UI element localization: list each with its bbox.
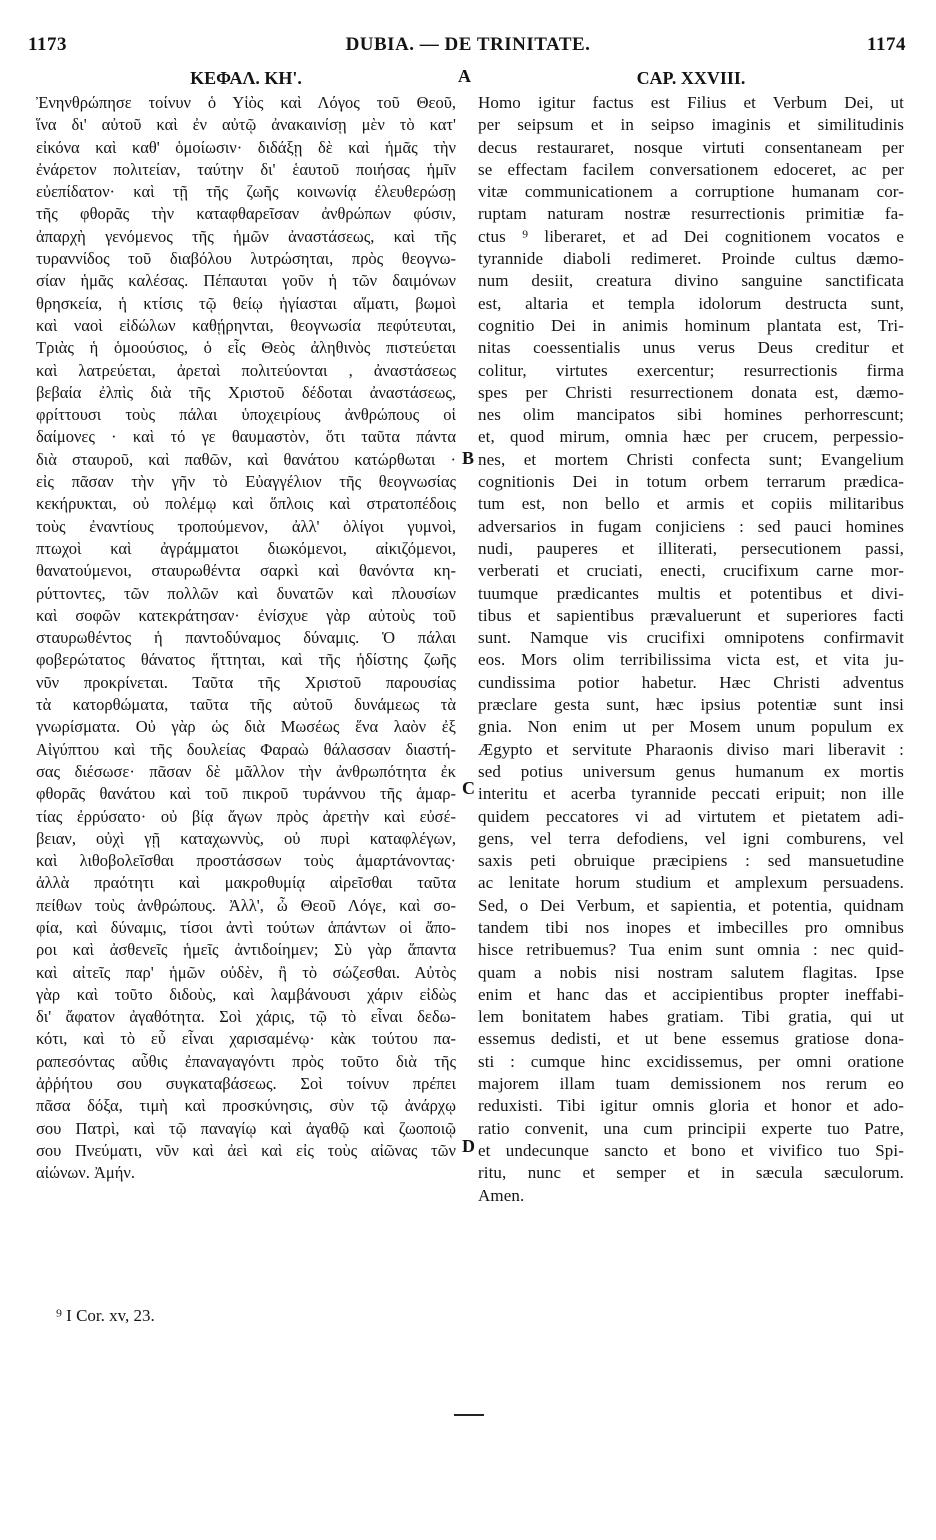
latin-line: Sed, o Dei Verbum, et sapientia, et potentia, quidnam bbox=[478, 895, 904, 915]
latin-line: adversarios in fugam conjiciens : sed pauci homines bbox=[478, 516, 904, 536]
greek-line: πᾶσα δόξα, τιμὴ καὶ προσκύνησις, σὺν τῷ ἀνάρχῳ bbox=[36, 1096, 456, 1116]
latin-column bbox=[478, 64, 904, 1207]
greek-line: ραπεσόντας αὖθις ἐπαναγαγόντι πρὸς τοῦτο διὰ τῆς bbox=[36, 1051, 456, 1071]
greek-line: σταυρωθέντος ἡ παντοδύναμος δύναμις. Ὁ πάλαι bbox=[36, 628, 456, 648]
greek-line: δαίμονες · καὶ τό γε θαυμαστὸν, ὅτι ταῦτα πάντα bbox=[36, 427, 456, 447]
latin-line: sti : cumque hinc excidissemus, per omni oratione bbox=[478, 1051, 904, 1071]
latin-line: lem bonitatem habes gratiam. Tibi gratia, qui ut bbox=[478, 1007, 904, 1027]
greek-line: φρίττουσι τοὺς πάλαι ὑποχειρίους ἀνθρώπους οἱ bbox=[36, 405, 456, 425]
greek-line: φία, καὶ δύναμις, τίσοι ἀντὶ τούτων ἁπάντων οἱ ἄπο- bbox=[36, 917, 456, 937]
latin-line: tum est, non bello et armis et copiis militaribus bbox=[478, 494, 904, 514]
greek-text bbox=[36, 92, 456, 1185]
greek-line: κότι, καὶ τὸ εὖ εἶναι χαρισαμένῳ· κὰκ τούτου πα- bbox=[36, 1029, 456, 1049]
latin-line: eos. Mors olim terribilissima victa est, et vita ju- bbox=[478, 650, 904, 670]
latin-line: ctus ⁹ liberaret, et ad Dei cognitionem vocatos e bbox=[478, 226, 904, 246]
latin-text bbox=[478, 92, 904, 1207]
latin-line: ratio convenit, una cum principii experte tuo Patre, bbox=[478, 1118, 904, 1138]
greek-line: ἀλλὰ πραότητι καὶ μακροθυμίᾳ αἱρεῖσθαι ταῦτα bbox=[36, 873, 456, 893]
latin-line: sunt. Namque vis crucifixi omnipotens confirmavit bbox=[478, 628, 904, 648]
latin-line: ruptam naturam nostræ resurrectionis primitiæ fa- bbox=[478, 204, 904, 224]
latin-line: cognitionis Dei in totum orbem terrarum prædica- bbox=[478, 472, 904, 492]
latin-line: tuumque prædicantes multis et potentibus et divi- bbox=[478, 583, 904, 603]
greek-line: δι' ἄφατον ἀγαθότητα. Σοὶ χάρις, τῷ τὸ εἶναι δεδω- bbox=[36, 1007, 456, 1027]
latin-line: Ægypto et servitute Pharaonis diviso mari liberavit : bbox=[478, 739, 904, 759]
running-title: DUBIA. — DE TRINITATE. bbox=[345, 34, 591, 55]
latin-line: gnia. Non enim ut per Mosem unum populum ex bbox=[478, 717, 904, 737]
latin-line: Homo igitur factus est Filius et Verbum Dei, ut bbox=[478, 93, 904, 112]
latin-line: saxis peti obruique præcipiens : sed mansuetudine bbox=[478, 851, 904, 871]
latin-line: se effectam facilem conversationem edoceret, ac per bbox=[478, 159, 904, 179]
greek-line: ἵνα δι' αὐτοῦ καὶ ἐν αὐτῷ ἀνακαινίσῃ μὲν τὸ κατ' bbox=[36, 115, 456, 135]
page-number-right: 1174 bbox=[867, 34, 906, 55]
greek-line: σου Πνεύματι, νῦν καὶ ἀεὶ καὶ εἰς τοὺς αἰῶνας τῶν bbox=[36, 1140, 456, 1160]
greek-line: κεκήρυκται, οὐ πολέμῳ καὶ ὅπλοις καὶ στρατοπέδοις bbox=[36, 494, 456, 514]
greek-line: καὶ αἰτεῖς παρ' ἡμῶν οὐδὲν, ἢ τὸ σώζεσθαι. Αὐτὸς bbox=[36, 962, 456, 982]
latin-line: cundissima potior habetur. Hæc Christi adventus bbox=[478, 672, 904, 692]
greek-line: ρύττοντες, τῶν πολλῶν καὶ δυνατῶν καὶ πλουσίων bbox=[36, 583, 456, 603]
latin-line: tyrannide diaboli redimeret. Proinde cultus dæmo- bbox=[478, 249, 904, 269]
margin-marker-a: A bbox=[458, 66, 471, 86]
latin-line: ac lenitate horum studium et amplexum persuadens. bbox=[478, 873, 904, 893]
latin-line: nes, et mortem Christi confecta sunt; Evangelium bbox=[478, 449, 904, 469]
latin-line: nudi, pauperes et illiterati, persecutionem passi, bbox=[478, 538, 904, 558]
greek-line: τίας ἐρρύσατο· οὐ βίᾳ ἄγων πρὸς ἀρετὴν καὶ εὐσέ- bbox=[36, 806, 456, 826]
latin-line: vitæ communicationem a corruptione humanam cor- bbox=[478, 182, 904, 202]
latin-line: est, altaria et templa idolorum destructa sunt, bbox=[478, 293, 904, 313]
latin-line: et undecunque sancto et bono et vivifico tuo Spi- bbox=[478, 1140, 904, 1160]
latin-line: quam a nobis nisi nostram salutem flagitas. Ipse bbox=[478, 962, 904, 982]
greek-line: διὰ σταυροῦ, καὶ παθῶν, καὶ θανάτου κατώρθωται · bbox=[36, 449, 456, 469]
margin-marker-d: D bbox=[462, 1136, 475, 1156]
latin-line: tandem tibi nos inopes et imbecilles pro omnibus bbox=[478, 917, 904, 937]
latin-line: colitur, virtutes exercentur; resurrectionis firma bbox=[478, 360, 904, 380]
latin-chapter-title: CAP. XXVIII. bbox=[636, 68, 746, 88]
greek-line: Αἰγύπτου καὶ τῆς δουλείας Φαραὼ θάλασσαν διαστή- bbox=[36, 739, 456, 759]
latin-line: interitu et acerba tyrannide peccati eripuit; non ille bbox=[478, 784, 904, 804]
greek-line: Τριὰς ἡ ὁμοούσιος, ὁ εἷς Θεὸς ἀληθινὸς πιστεύεται bbox=[36, 338, 456, 358]
latin-line: essemus dedisti, et ut bene essemus gratiose dona- bbox=[478, 1029, 904, 1049]
latin-line: cognitio Dei in animis hominum plantata est, Tri- bbox=[478, 315, 904, 335]
greek-line: Ἐνηνθρώπησε τοίνυν ὁ Υἱὸς καὶ Λόγος τοῦ Θεοῦ, bbox=[36, 93, 456, 112]
greek-chapter-title: ΚΕΦΑΛ. ΚΗ'. bbox=[190, 68, 302, 88]
greek-line: θρησκεία, ἡ κτίσις τῷ θείῳ ἡγίασται αἵματι, βωμοὶ bbox=[36, 293, 456, 313]
latin-line: sed potius universum genus humanum ex mortis bbox=[478, 761, 904, 781]
greek-line: πτωχοὶ καὶ ἀγράμματοι διωκόμενοι, αἰκιζόμενοι, bbox=[36, 538, 456, 558]
latin-line: nitas coessentialis unus verus Deus creditur et bbox=[478, 338, 904, 358]
greek-line: τῆς φθορᾶς τὴν καταφθαρεῖσαν ἀνθρώπων φύσιν, bbox=[36, 204, 456, 224]
latin-line: ritu, nunc et semper et in sæcula sæculorum. bbox=[478, 1163, 904, 1183]
latin-line: reduxisti. Tibi igitur omnis gloria et honor et ado- bbox=[478, 1096, 904, 1116]
margin-marker-c: C bbox=[462, 778, 475, 798]
greek-line: τυραννίδος τοῦ διαβόλου λυτρώσηται, πρὸς θεογνω- bbox=[36, 249, 456, 269]
latin-line: hisce retribuemus? Tua enim sunt omnia : nec quid- bbox=[478, 940, 904, 960]
latin-line: nes olim mancipatos sibi homines perhorrescunt; bbox=[478, 405, 904, 425]
latin-line: per seipsum et in seipso imaginis et similitudinis bbox=[478, 115, 904, 135]
greek-line: τοὺς ἐναντίους τροπούμενον, ἀλλ' ὀλίγοι γυμνοὶ, bbox=[36, 516, 456, 536]
greek-line: σας διέσωσε· πᾶσαν δὲ μᾶλλον τὴν ἀνθρωπότητα ἐκ bbox=[36, 761, 456, 781]
latin-line: tibus et sapientibus prævaluerunt et superiores facti bbox=[478, 605, 904, 625]
latin-line: num desiit, creatura divino sanguine sanctificata bbox=[478, 271, 904, 291]
greek-line: καὶ ναοὶ εἰδώλων καθῄρηνται, θεογνωσία πεφύτευται, bbox=[36, 315, 456, 335]
bottom-rule bbox=[454, 1414, 484, 1416]
latin-line: præclare gesta sunt, hæc ipsius potentiæ sunt insi bbox=[478, 695, 904, 715]
greek-line: καὶ λατρεύεται, ἀρεταὶ πολιτεύονται , ἀναστάσεως bbox=[36, 360, 456, 380]
greek-line: εἰς πᾶσαν τὴν γῆν τὸ Εὐαγγέλιον τῆς θεογνωσίας bbox=[36, 472, 456, 492]
greek-line: φθορᾶς θανάτου καὶ τοῦ πικροῦ τυράννου τῆς ἁμαρ- bbox=[36, 784, 456, 804]
greek-line: φοβερώτατος θάνατος ἥττηται, καὶ τῆς ἡδίστης ζωῆς bbox=[36, 650, 456, 670]
greek-line: σίαν ἡμᾶς καλέσας. Πέπαυται γοῦν ἡ τῶν δαιμόνων bbox=[36, 271, 456, 291]
greek-line: γνωρίσματα. Οὐ γὰρ ὡς διὰ Μωσέως ἕνα λαὸν ἐξ bbox=[36, 717, 456, 737]
greek-line: νῦν προκρίνεται. Ταῦτα τῆς Χριστοῦ παρουσίας bbox=[36, 672, 456, 692]
greek-column bbox=[36, 64, 456, 1185]
greek-line: ροι καὶ ἀσθενεῖς ἡμεῖς ἀντιδοίημεν; Σὺ γὰρ ἅπαντα bbox=[36, 940, 456, 960]
greek-line: γὰρ καὶ τοῦτο διδοὺς, καὶ λαμβάνουσι χάριν εἰδὼς bbox=[36, 984, 456, 1004]
greek-line: εὐεπίδατον· καὶ τῇ τῆς ζωῆς κοινωνίᾳ ἐλευθερώσῃ bbox=[36, 182, 456, 202]
page-number-left: 1173 bbox=[28, 34, 67, 55]
greek-line: βεβαία ἐλπὶς διὰ τῆς Χριστοῦ δέδοται ἀναστάσεως, bbox=[36, 382, 456, 402]
footnote: ⁹ I Cor. xv, 23. bbox=[56, 1306, 155, 1325]
greek-line: τὰ κατορθώματα, ταῦτα τῆς αὐτοῦ δυνάμεως τὰ bbox=[36, 695, 456, 715]
latin-line: gens, vel terra defodiens, vel igni comburens, vel bbox=[478, 828, 904, 848]
greek-line: αἰώνων. Ἀμήν. bbox=[36, 1163, 135, 1183]
latin-line: spes per Christi resurrectionem donata est, dæmo- bbox=[478, 382, 904, 402]
latin-line: verberati et cruciati, enecti, crucifixum carne mor- bbox=[478, 561, 904, 581]
latin-line: et, quod mirum, omnia hæc per crucem, perpessio- bbox=[478, 427, 904, 447]
greek-line: ἀπαρχὴ γενόμενος τῆς ἡμῶν ἀναστάσεως, καὶ τῆς bbox=[36, 226, 456, 246]
latin-line: enim et hanc das et accipientibus propter ineffabi- bbox=[478, 984, 904, 1004]
greek-line: ἀῤῥήτου σου συγκαταβάσεως. Σοὶ τοίνυν πρέπει bbox=[36, 1074, 456, 1094]
latin-line: majorem illam tuam demissionem nos rerum eo bbox=[478, 1074, 904, 1094]
greek-line: καὶ λιθοβολεῖσθαι προστάσσων τοὺς ἁμαρτάνοντας· bbox=[36, 851, 456, 871]
greek-line: εἰκόνα καὶ καθ' ὁμοίωσιν· διδάξῃ δὲ καὶ ἡμᾶς τὴν bbox=[36, 137, 456, 157]
latin-line: decus restauraret, nosque virtuti consentaneam per bbox=[478, 137, 904, 157]
greek-line: σου Πατρὶ, καὶ τῷ παναγίῳ καὶ ἀγαθῷ καὶ ζωοποιῷ bbox=[36, 1118, 456, 1138]
greek-line: θανατούμενοι, σταυρωθέντα σαρκὶ καὶ θανόντα κη- bbox=[36, 561, 456, 581]
margin-marker-b: B bbox=[462, 448, 475, 468]
greek-line: βειαν, οὐχὶ γῇ καταχωννὺς, οὐ πυρὶ καταφλέγων, bbox=[36, 828, 456, 848]
latin-line: quidem peccatores vi ad virtutem et pietatem adi- bbox=[478, 806, 904, 826]
greek-line: πείθων τοὺς ἀνθρώπους. Ἀλλ', ὦ Θεοῦ Λόγε, καὶ σο- bbox=[36, 895, 456, 915]
latin-line: Amen. bbox=[478, 1185, 525, 1205]
greek-line: καὶ σοφῶν κατεκράτησαν· ἐνίσχυε γὰρ αὐτοὺς τοῦ bbox=[36, 605, 456, 625]
greek-line: ἐνάρετον πολιτείαν, ταύτην δι' ἑαυτοῦ ποιήσας ἡμῖν bbox=[36, 159, 456, 179]
